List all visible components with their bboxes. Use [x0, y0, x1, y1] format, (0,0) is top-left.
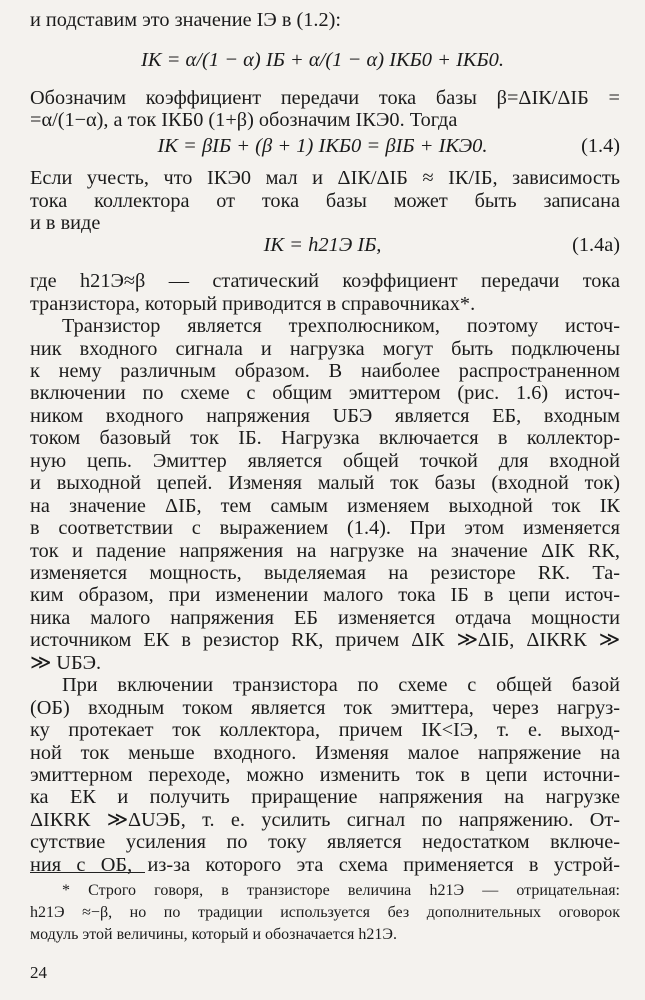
text-line-4: Если учесть, что IКЭ0 мал и ΔIК/ΔIБ ≈ IК/IБ, зависимость: [30, 167, 620, 190]
equation-number-1-4a: (1.4a): [572, 233, 620, 256]
text-line-6: и в виде: [30, 212, 101, 235]
text-line-8: транзистора, который приводится в справочниках*.: [30, 292, 476, 315]
text-line-22: ника малого напряжения EБ изменяется отдача мощности: [30, 606, 620, 629]
page-number: 24: [30, 963, 47, 982]
text-line-2: Обозначим коэффициент передачи тока базы β=ΔIК/ΔIБ =: [30, 87, 620, 110]
equation-text: IК = βIБ + (β + 1) IКБ0 = βIБ + IКЭ0.: [157, 134, 488, 157]
text-line-7: где h21Э≈β — статический коэффициент передачи тока: [30, 270, 620, 293]
text-line-16: и выходной цепей. Изменяя малый ток базы (входной ток): [30, 472, 620, 495]
equation-number-1-4: (1.4): [581, 134, 620, 157]
equation-1-4: [0, 133, 645, 159]
text-line-9: Транзистор является трехполюсником, поэтому источ-: [62, 315, 620, 338]
text-line-18: в соответствии с выражением (1.4). При этом изменяется: [30, 517, 620, 540]
text-line-27: ку протекает ток коллектора, причем IК<IЭ, т. е. выход-: [30, 719, 620, 742]
equation-text: IК = α/(1 − α) IБ + α/(1 − α) IКБ0 + IКБ0.: [141, 48, 504, 71]
text-line-28: ной ток меньше входного. Изменяя малое напряжение на: [30, 741, 620, 764]
text-line-13: ником входного напряжения UБЭ является EБ, входным: [30, 404, 620, 427]
text-line-26: (ОБ) входным током является ток эмиттера, через нагруз-: [30, 696, 620, 719]
text-line-31: ΔIКRК ≫ΔUЭБ, т. е. усилить сигнал по напряжению. От-: [30, 808, 620, 831]
text-line-15: ную цепь. Эмиттер является общей точкой для входной: [30, 449, 620, 472]
text-line-14: током базовый ток IБ. Нагрузка включается в коллектор-: [30, 427, 620, 450]
text-line-30: ка EК и получить приращение напряжения на нагрузке: [30, 786, 620, 809]
text-line-25: При включении транзистора по схеме с общей базой: [62, 674, 620, 697]
text-line-24: ≫ UБЭ.: [30, 651, 102, 674]
equation-1-4a: [0, 232, 645, 258]
text-line-3: =α/(1−α), а ток IКБ0 (1+β) обозначим IКЭ0. Тогда: [30, 109, 458, 132]
text-line-12: включении по схеме с общим эмиттером (рис. 1.6) источ-: [30, 382, 620, 405]
text-line-1: и подставим это значение IЭ в (1.2):: [30, 9, 342, 32]
text-line-17: на значение ΔIБ, тем самым изменяем выходной ток IК: [30, 494, 620, 517]
footnote-rule: [30, 872, 145, 873]
text-line-5: тока коллектора от тока базы может быть записана: [30, 189, 620, 212]
text-line-21: ким образом, при изменении малого тока IБ в цепи источ-: [30, 584, 620, 607]
footnote-line-2: h21Э ≈−β, но по традиции используется без дополнительных оговорок: [30, 904, 620, 921]
text-line-23: источником EК в резистор RК, причем ΔIК ≫ΔIБ, ΔIКRК ≫: [30, 629, 620, 652]
text-line-10: ник входного сигнала и нагрузка могут быть подключены: [30, 337, 620, 360]
footnote-line-1: * Строго говоря, в транзисторе величина h21Э — отрицательная:: [62, 882, 620, 899]
text-line-32: сутствие усиления по току является недостатком включе-: [30, 831, 620, 854]
equation-text: IК = h21Э IБ,: [263, 233, 382, 256]
equation-1-2-substituted: [0, 47, 645, 73]
text-line-11: к нему различным образом. В наиболее распространенном: [30, 360, 620, 383]
text-line-20: изменяется мощность, выделяемая на резисторе RК. Та-: [30, 562, 620, 584]
text-line-29: эмиттерном переходе, можно изменить ток в цепи источни-: [30, 763, 620, 786]
footnote-line-3: модуль этой величины, который и обозначается h21Э.: [30, 926, 397, 943]
text-line-33: ния с ОБ, из-за которого эта схема применяется в устрой-: [30, 853, 620, 876]
text-line-19: ток и падение напряжения на нагрузке на значение ΔIК RК,: [30, 539, 620, 562]
